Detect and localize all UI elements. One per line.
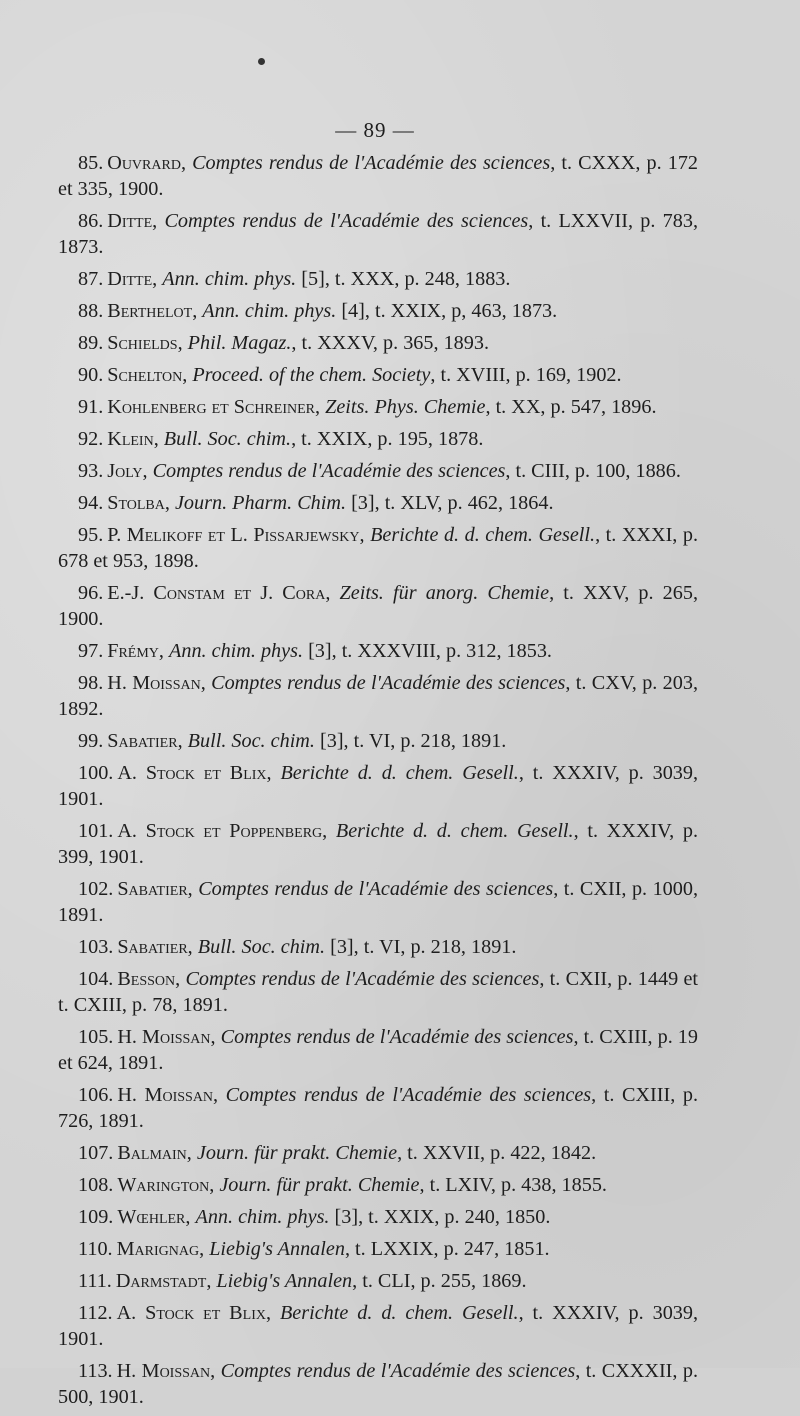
reference-number: 89.: [78, 332, 104, 354]
reference-author: E.-J. Constam et J. Cora: [107, 582, 326, 604]
reference-author: Wœhler: [117, 1206, 186, 1228]
reference-details: , t. LXIV, p. 438, 1855.: [419, 1174, 607, 1196]
reference-source: Zeits. Phys. Chemie: [325, 396, 486, 418]
reference-number: 92.: [78, 428, 104, 450]
reference-number: 93.: [78, 460, 104, 482]
reference-details: , t. XXVII, p. 422, 1842.: [397, 1142, 597, 1164]
reference-entry: 94. Stolba, Journ. Pharm. Chim. [3], t. XLV, p. 462, 1864.: [78, 492, 554, 514]
reference-author: H. Moissan: [116, 1360, 211, 1382]
reference-source: Ann. chim. phys.: [162, 268, 297, 290]
reference-details: , t. XXXV, p. 365, 1893.: [291, 332, 490, 354]
reference-number: 87.: [78, 268, 104, 290]
reference-details: , t. XXXIV, p. 3039, 1901.: [58, 1302, 699, 1350]
reference-source: Liebig's Annalen: [209, 1238, 345, 1260]
reference-details: , t. CXXX, p. 172 et 335, 1900.: [58, 152, 699, 200]
reference-details: , t. XXV, p. 265, 1900.: [58, 582, 699, 630]
reference-author: Sabatier: [117, 878, 188, 900]
reference-entry: 110. Marignag, Liebig's Annalen, t. LXXIX, p. 247, 1851.: [78, 1238, 550, 1260]
reference-details: , t. CXII, p. 1000, 1891.: [58, 878, 699, 926]
reference-entry: 99. Sabatier, Bull. Soc. chim. [3], t. VI, p. 218, 1891.: [78, 730, 507, 752]
reference-source: Berichte d. d. chem. Gesell.: [370, 524, 596, 546]
reference-author: Stolba: [107, 492, 165, 514]
page-number: — 89 —: [335, 118, 415, 142]
reference-details: , t. LXXIX, p. 247, 1851.: [344, 1238, 550, 1260]
reference-entry: 103. Sabatier, Bull. Soc. chim. [3], t. VI, p. 218, 1891.: [78, 936, 517, 958]
reference-details: , t. CIII, p. 100, 1886.: [505, 460, 681, 482]
reference-number: 99.: [78, 730, 104, 752]
reference-entry: 96. E.-J. Constam et J. Cora, Zeits. für anorg. Chemie, t. XXV, p. 265, 1900.: [58, 582, 699, 630]
reference-author: H. Moissan: [107, 672, 201, 694]
reference-author: H. Moissan: [117, 1026, 211, 1048]
reference-author: Ditte: [107, 210, 153, 232]
reference-author: Balmain: [117, 1142, 187, 1164]
reference-number: 85.: [78, 152, 104, 174]
reference-source: Comptes rendus de l'Académie des sciences: [164, 210, 529, 232]
reference-author: Kohlenberg et Schreiner: [107, 396, 316, 418]
reference-source: Comptes rendus de l'Académie des sciences: [220, 1360, 576, 1382]
reference-list: [58, 150, 698, 1416]
reference-entry: 98. H. Moissan, Comptes rendus de l'Académie des sciences, t. CXV, p. 203, 1892.: [58, 672, 698, 720]
reference-entry: 104. Besson, Comptes rendus de l'Académie des sciences, t. CXII, p. 1449 et t. CXIII, p. 78, 1891.: [58, 968, 699, 1016]
reference-details: , t. CXIII, p. 726, 1891.: [58, 1084, 698, 1132]
reference-number: 110.: [78, 1238, 113, 1260]
reference-entry: 89. Schields, Phil. Magaz., t. XXXV, p. 365, 1893.: [78, 332, 490, 354]
reference-source: Journ. für prakt. Chemie: [219, 1174, 420, 1196]
reference-number: 109.: [78, 1206, 114, 1228]
reference-author: Sabatier: [107, 730, 178, 752]
reference-number: 101.: [78, 820, 114, 842]
reference-entry: 90. Schelton, Proceed. of the chem. Society, t. XVIII, p. 169, 1902.: [78, 364, 622, 386]
reference-source: Comptes rendus de l'Académie des sciences: [192, 152, 551, 174]
reference-entry: 86. Ditte, Comptes rendus de l'Académie des sciences, t. LXXVII, p. 783, 1873.: [58, 210, 699, 258]
reference-details: [5], t. XXX, p. 248, 1883.: [296, 268, 511, 290]
reference-author: Ditte: [107, 268, 153, 290]
reference-details: , t. CXII, p. 1449 et t. CXIII, p. 78, 1891.: [58, 968, 699, 1016]
reference-number: 111.: [78, 1270, 112, 1292]
reference-details: , t. XVIII, p. 169, 1902.: [430, 364, 622, 386]
reference-author: Schields: [107, 332, 178, 354]
reference-author: A. Stock et Blix: [117, 762, 267, 784]
reference-details: , t. CXXXII, p. 500, 1901.: [58, 1360, 698, 1408]
reference-entry: 101. A. Stock et Poppenberg, Berichte d. d. chem. Gesell., t. XXXIV, p. 399, 1901.: [58, 820, 699, 868]
reference-entry: 87. Ditte, Ann. chim. phys. [5], t. XXX, p. 248, 1883.: [78, 268, 511, 290]
reference-entry: 113. H. Moissan, Comptes rendus de l'Académie des sciences, t. CXXXII, p. 500, 1901.: [58, 1360, 698, 1408]
reference-details: , t. XXIX, p. 195, 1878.: [291, 428, 484, 450]
reference-details: [3], t. VI, p. 218, 1891.: [314, 730, 507, 752]
reference-author: Berthelot: [107, 300, 193, 322]
reference-source: Berichte d. d. chem. Gesell.: [335, 820, 574, 842]
ink-spot: [258, 58, 265, 65]
reference-source: Ann. chim. phys.: [202, 300, 337, 322]
reference-author: P. Melikoff et L. Pissarjewsky: [107, 524, 360, 546]
reference-entry: 111. Darmstadt, Liebig's Annalen, t. CLI, p. 255, 1869.: [78, 1270, 527, 1292]
reference-entry: 95. P. Melikoff et L. Pissarjewsky, Berichte d. d. chem. Gesell., t. XXXI, p. 678 et 953, 1898.: [58, 524, 698, 572]
reference-author: Ouvrard: [107, 152, 181, 174]
reference-number: 107.: [78, 1142, 114, 1164]
reference-number: 102.: [78, 878, 114, 900]
reference-source: Berichte d. d. chem. Gesell.: [280, 762, 519, 784]
reference-details: , t. XXXIV, p. 399, 1901.: [58, 820, 699, 868]
reference-author: Frémy: [107, 640, 159, 662]
reference-source: Berichte d. d. chem. Gesell.: [279, 1302, 519, 1324]
reference-author: Besson: [117, 968, 176, 990]
reference-number: 95.: [78, 524, 104, 546]
reference-source: Journ. für prakt. Chemie: [196, 1142, 398, 1164]
reference-author: A. Stock et Blix: [116, 1302, 266, 1324]
reference-entry: 105. H. Moissan, Comptes rendus de l'Académie des sciences, t. CXIII, p. 19 et 624, 1891.: [58, 1026, 698, 1074]
reference-details: , t. XX, p. 547, 1896.: [485, 396, 657, 418]
reference-details: , t. LXXVII, p. 783, 1873.: [58, 210, 699, 258]
reference-details: , t. CXIII, p. 19 et 624, 1891.: [58, 1026, 698, 1074]
reference-source: Comptes rendus de l'Académie des sciences: [225, 1084, 592, 1106]
reference-number: 97.: [78, 640, 104, 662]
reference-source: Zeits. für anorg. Chemie: [339, 582, 550, 604]
reference-entry: 88. Berthelot, Ann. chim. phys. [4], t. XXIX, p, 463, 1873.: [78, 300, 558, 322]
reference-number: 113.: [78, 1360, 113, 1382]
reference-source: Liebig's Annalen: [216, 1270, 353, 1292]
reference-author: Klein: [107, 428, 154, 450]
reference-number: 86.: [78, 210, 104, 232]
reference-number: 105.: [78, 1026, 114, 1048]
reference-entry: 107. Balmain, Journ. für prakt. Chemie, t. XXVII, p. 422, 1842.: [78, 1142, 597, 1164]
reference-source: Proceed. of the chem. Society: [192, 364, 431, 386]
reference-source: Journ. Pharm. Chim.: [174, 492, 347, 514]
reference-number: 96.: [78, 582, 104, 604]
reference-number: 112.: [78, 1302, 113, 1324]
reference-entry: 108. Warington, Journ. für prakt. Chemie, t. LXIV, p. 438, 1855.: [78, 1174, 607, 1196]
reference-author: Schelton: [107, 364, 183, 386]
reference-author: Joly: [107, 460, 143, 482]
reference-entry: 85. Ouvrard, Comptes rendus de l'Académie des sciences, t. CXXX, p. 172 et 335, 1900.: [58, 152, 699, 200]
reference-details: [3], t. VI, p. 218, 1891.: [325, 936, 517, 958]
reference-number: 91.: [78, 396, 104, 418]
reference-number: 90.: [78, 364, 104, 386]
reference-author: Warington: [117, 1174, 210, 1196]
reference-details: , t. XXXIV, p. 3039, 1901.: [58, 762, 699, 810]
reference-source: Bull. Soc. chim.: [197, 936, 326, 958]
reference-number: 103.: [78, 936, 114, 958]
reference-entry: 112. A. Stock et Blix, Berichte d. d. chem. Gesell., t. XXXIV, p. 3039, 1901.: [58, 1302, 699, 1350]
reference-author: A. Stock et Poppenberg: [117, 820, 323, 842]
reference-number: 100.: [78, 762, 114, 784]
reference-source: Bull. Soc. chim.: [163, 428, 292, 450]
reference-details: , t. XXXI, p. 678 et 953, 1898.: [58, 524, 698, 572]
reference-number: 106.: [78, 1084, 114, 1106]
reference-number: 108.: [78, 1174, 114, 1196]
reference-source: Comptes rendus de l'Académie des sciences: [198, 878, 554, 900]
reference-entry: 97. Frémy, Ann. chim. phys. [3], t. XXXVIII, p. 312, 1853.: [78, 640, 552, 662]
reference-source: Comptes rendus de l'Académie des sciences: [152, 460, 506, 482]
reference-entry: 100. A. Stock et Blix, Berichte d. d. chem. Gesell., t. XXXIV, p. 3039, 1901.: [58, 762, 699, 810]
reference-entry: 92. Klein, Bull. Soc. chim., t. XXIX, p. 195, 1878.: [78, 428, 484, 450]
reference-number: 104.: [78, 968, 114, 990]
reference-entry: 109. Wœhler, Ann. chim. phys. [3], t. XXIX, p. 240, 1850.: [78, 1206, 551, 1228]
reference-source: Phil. Magaz.: [187, 332, 292, 354]
reference-number: 94.: [78, 492, 104, 514]
reference-source: Ann. chim. phys.: [169, 640, 304, 662]
reference-source: Comptes rendus de l'Académie des sciences: [211, 672, 566, 694]
reference-details: [3], t. XLV, p. 462, 1864.: [346, 492, 554, 514]
reference-details: [3], t. XXIX, p. 240, 1850.: [329, 1206, 551, 1228]
reference-entry: 93. Joly, Comptes rendus de l'Académie des sciences, t. CIII, p. 100, 1886.: [78, 460, 681, 482]
reference-author: H. Moissan: [117, 1084, 214, 1106]
reference-details: [4], t. XXIX, p, 463, 1873.: [336, 300, 558, 322]
reference-source: Comptes rendus de l'Académie des sciences: [220, 1026, 574, 1048]
reference-entry: 91. Kohlenberg et Schreiner, Zeits. Phys. Chemie, t. XX, p. 547, 1896.: [78, 396, 657, 418]
reference-author: Sabatier: [117, 936, 188, 958]
reference-number: 98.: [78, 672, 104, 694]
reference-details: , t. CLI, p. 255, 1869.: [352, 1270, 527, 1292]
reference-details: , t. CXV, p. 203, 1892.: [58, 672, 698, 720]
reference-author: Marignag: [116, 1238, 200, 1260]
reference-source: Comptes rendus de l'Académie des sciences: [185, 968, 540, 990]
reference-source: Bull. Soc. chim.: [187, 730, 315, 752]
reference-entry: 102. Sabatier, Comptes rendus de l'Académie des sciences, t. CXII, p. 1000, 1891.: [58, 878, 699, 926]
reference-details: [3], t. XXXVIII, p. 312, 1853.: [303, 640, 552, 662]
reference-entry: 106. H. Moissan, Comptes rendus de l'Académie des sciences, t. CXIII, p. 726, 1891.: [58, 1084, 698, 1132]
reference-author: Darmstadt: [115, 1270, 207, 1292]
reference-number: 88.: [78, 300, 104, 322]
reference-source: Ann. chim. phys.: [195, 1206, 330, 1228]
